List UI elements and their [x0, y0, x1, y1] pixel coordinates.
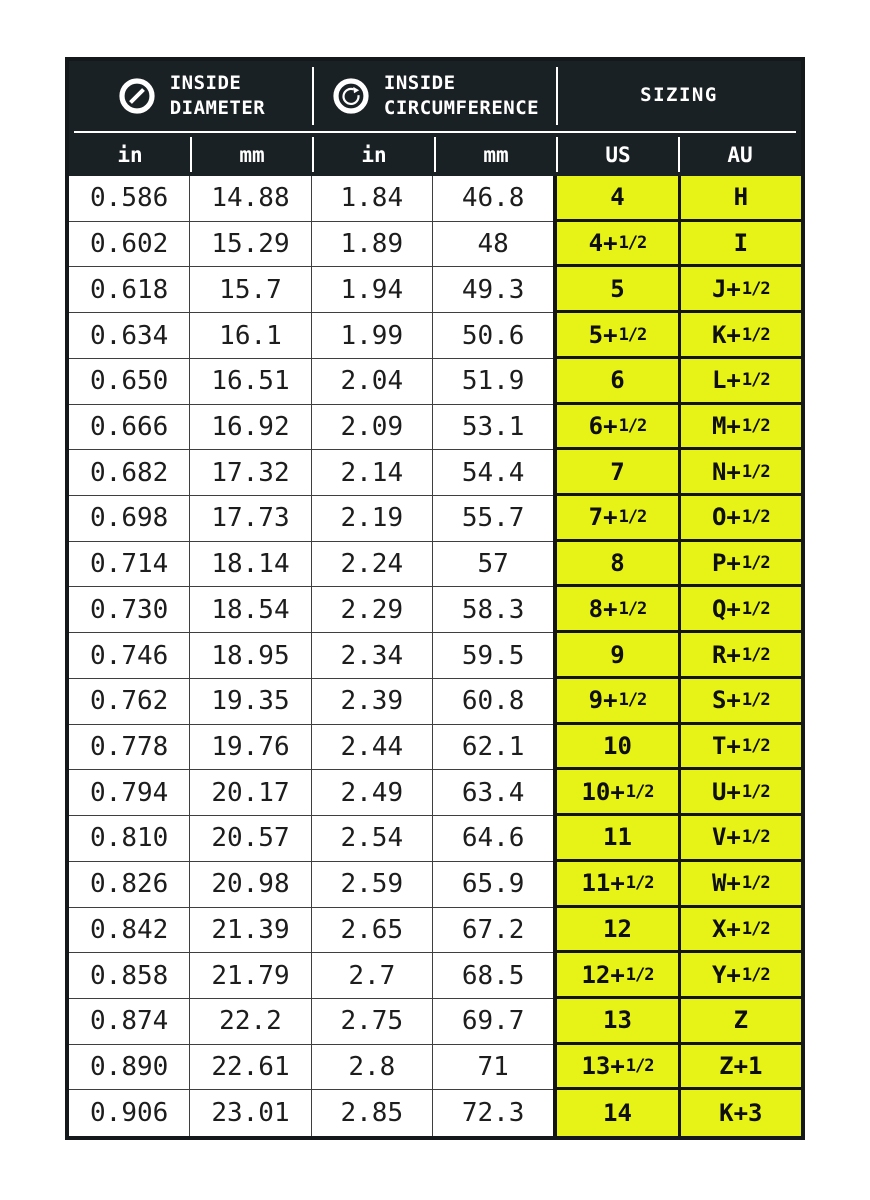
- measurement-cell: 0.746: [69, 633, 190, 679]
- measurement-cell: 14.88: [190, 176, 311, 222]
- measurement-cell: 16.1: [190, 313, 311, 359]
- us-size-cell: 8+ 1/2: [553, 587, 680, 633]
- group-inside-circumference: [313, 61, 557, 131]
- us-size-cell: 8: [553, 542, 680, 588]
- table-row: [69, 953, 801, 999]
- measurement-cell: 2.09: [312, 405, 433, 451]
- au-size-cell: V+ 1/2: [681, 816, 801, 862]
- measurement-cell: 17.32: [190, 450, 311, 496]
- measurement-cell: 21.79: [190, 953, 311, 999]
- measurement-cell: 57: [433, 542, 553, 588]
- measurement-cell: 50.6: [433, 313, 553, 359]
- au-size-cell: Z: [681, 999, 801, 1045]
- column-header-circumference-in: in: [313, 133, 435, 176]
- measurement-cell: 21.39: [190, 908, 311, 954]
- us-size-cell: 7+ 1/2: [553, 496, 680, 542]
- measurement-cell: 0.586: [69, 176, 190, 222]
- au-size-cell: S+ 1/2: [681, 679, 801, 725]
- measurement-cell: 48: [433, 222, 553, 268]
- table-row: [69, 679, 801, 725]
- au-size-cell: Y+ 1/2: [681, 953, 801, 999]
- group-title-sizing: SIZING: [640, 84, 718, 107]
- table-row: [69, 1090, 801, 1136]
- measurement-cell: 0.714: [69, 542, 190, 588]
- measurement-cell: 23.01: [190, 1090, 311, 1136]
- table-row: [69, 359, 801, 405]
- us-size-cell: 11+ 1/2: [553, 862, 680, 908]
- measurement-cell: 0.650: [69, 359, 190, 405]
- us-size-cell: 13: [553, 999, 680, 1045]
- us-size-cell: 12: [553, 908, 680, 954]
- measurement-cell: 15.7: [190, 267, 311, 313]
- measurement-cell: 58.3: [433, 587, 553, 633]
- us-size-cell: 13+ 1/2: [553, 1045, 680, 1091]
- au-size-cell: W+ 1/2: [681, 862, 801, 908]
- group-sizing: [557, 61, 801, 131]
- measurement-cell: 18.54: [190, 587, 311, 633]
- measurement-cell: 18.95: [190, 633, 311, 679]
- us-size-cell: 7: [553, 450, 680, 496]
- measurement-cell: 2.54: [312, 816, 433, 862]
- au-size-cell: T+ 1/2: [681, 725, 801, 771]
- measurement-cell: 0.906: [69, 1090, 190, 1136]
- measurement-cell: 0.874: [69, 999, 190, 1045]
- measurement-cell: 2.04: [312, 359, 433, 405]
- measurement-cell: 0.810: [69, 816, 190, 862]
- table-row: [69, 770, 801, 816]
- measurement-cell: 17.73: [190, 496, 311, 542]
- measurement-cell: 2.59: [312, 862, 433, 908]
- measurement-cell: 1.94: [312, 267, 433, 313]
- us-size-cell: 9: [553, 633, 680, 679]
- measurement-cell: 2.29: [312, 587, 433, 633]
- measurement-cell: 0.666: [69, 405, 190, 451]
- us-size-cell: 14: [553, 1090, 680, 1136]
- au-size-cell: R+ 1/2: [681, 633, 801, 679]
- measurement-cell: 2.14: [312, 450, 433, 496]
- measurement-cell: 2.34: [312, 633, 433, 679]
- us-size-cell: 6+ 1/2: [553, 405, 680, 451]
- us-size-cell: 5: [553, 267, 680, 313]
- measurement-cell: 62.1: [433, 725, 553, 771]
- au-size-cell: M+ 1/2: [681, 405, 801, 451]
- measurement-cell: 18.14: [190, 542, 311, 588]
- measurement-cell: 0.778: [69, 725, 190, 771]
- circumference-icon: [331, 76, 371, 116]
- au-size-cell: X+ 1/2: [681, 908, 801, 954]
- measurement-cell: 19.35: [190, 679, 311, 725]
- measurement-cell: 1.99: [312, 313, 433, 359]
- us-size-cell: 6: [553, 359, 680, 405]
- measurement-cell: 65.9: [433, 862, 553, 908]
- measurement-cell: 72.3: [433, 1090, 553, 1136]
- measurement-cell: 68.5: [433, 953, 553, 999]
- measurement-cell: 69.7: [433, 999, 553, 1045]
- au-size-cell: Z+1: [681, 1045, 801, 1091]
- measurement-cell: 16.92: [190, 405, 311, 451]
- measurement-cell: 2.65: [312, 908, 433, 954]
- au-size-cell: J+ 1/2: [681, 267, 801, 313]
- measurement-cell: 0.682: [69, 450, 190, 496]
- us-size-cell: 9+ 1/2: [553, 679, 680, 725]
- table-body: [69, 176, 801, 1136]
- table-row: [69, 313, 801, 359]
- table-row: [69, 496, 801, 542]
- measurement-cell: 20.57: [190, 816, 311, 862]
- measurement-cell: 2.19: [312, 496, 433, 542]
- measurement-cell: 2.7: [312, 953, 433, 999]
- measurement-cell: 2.49: [312, 770, 433, 816]
- table-row: [69, 633, 801, 679]
- table-row: [69, 450, 801, 496]
- measurement-cell: 2.44: [312, 725, 433, 771]
- group-title-inside-circumference: INSIDE CIRCUMFERENCE: [383, 71, 540, 119]
- measurement-cell: 19.76: [190, 725, 311, 771]
- measurement-cell: 49.3: [433, 267, 553, 313]
- measurement-cell: 60.8: [433, 679, 553, 725]
- measurement-cell: 22.2: [190, 999, 311, 1045]
- au-size-cell: K+ 1/2: [681, 313, 801, 359]
- column-header-diameter-mm: mm: [191, 133, 313, 176]
- group-title-inside-diameter: INSIDE DIAMETER: [169, 71, 266, 119]
- diameter-icon: [117, 76, 157, 116]
- measurement-cell: 0.826: [69, 862, 190, 908]
- au-size-cell: H: [681, 176, 801, 222]
- table-row: [69, 908, 801, 954]
- measurement-cell: 55.7: [433, 496, 553, 542]
- measurement-cell: 2.75: [312, 999, 433, 1045]
- measurement-cell: 20.17: [190, 770, 311, 816]
- measurement-cell: 0.762: [69, 679, 190, 725]
- measurement-cell: 2.8: [312, 1045, 433, 1091]
- measurement-cell: 22.61: [190, 1045, 311, 1091]
- au-size-cell: P+ 1/2: [681, 542, 801, 588]
- measurement-cell: 59.5: [433, 633, 553, 679]
- chart-header: [69, 61, 801, 176]
- us-size-cell: 10+ 1/2: [553, 770, 680, 816]
- measurement-cell: 20.98: [190, 862, 311, 908]
- measurement-cell: 0.794: [69, 770, 190, 816]
- measurement-cell: 2.85: [312, 1090, 433, 1136]
- measurement-cell: 0.698: [69, 496, 190, 542]
- au-size-cell: O+ 1/2: [681, 496, 801, 542]
- column-header-circumference-mm: mm: [435, 133, 557, 176]
- table-row: [69, 176, 801, 222]
- measurement-cell: 0.618: [69, 267, 190, 313]
- measurement-cell: 2.39: [312, 679, 433, 725]
- au-size-cell: U+ 1/2: [681, 770, 801, 816]
- column-header-diameter-in: in: [69, 133, 191, 176]
- measurement-cell: 63.4: [433, 770, 553, 816]
- measurement-cell: 0.602: [69, 222, 190, 268]
- table-row: [69, 816, 801, 862]
- group-header-row: [69, 61, 801, 131]
- au-size-cell: K+3: [681, 1090, 801, 1136]
- au-size-cell: N+ 1/2: [681, 450, 801, 496]
- table-row: [69, 1045, 801, 1091]
- measurement-cell: 67.2: [433, 908, 553, 954]
- table-row: [69, 542, 801, 588]
- measurement-cell: 0.634: [69, 313, 190, 359]
- us-size-cell: 5+ 1/2: [553, 313, 680, 359]
- us-size-cell: 12+ 1/2: [553, 953, 680, 999]
- measurement-cell: 54.4: [433, 450, 553, 496]
- measurement-cell: 51.9: [433, 359, 553, 405]
- au-size-cell: Q+ 1/2: [681, 587, 801, 633]
- au-size-cell: L+ 1/2: [681, 359, 801, 405]
- table-row: [69, 405, 801, 451]
- column-header-us: US: [557, 133, 679, 176]
- measurement-cell: 0.858: [69, 953, 190, 999]
- measurement-cell: 16.51: [190, 359, 311, 405]
- measurement-cell: 1.89: [312, 222, 433, 268]
- measurement-cell: 0.730: [69, 587, 190, 633]
- measurement-cell: 0.890: [69, 1045, 190, 1091]
- table-row: [69, 725, 801, 771]
- table-row: [69, 999, 801, 1045]
- group-inside-diameter: [69, 61, 313, 131]
- measurement-cell: 15.29: [190, 222, 311, 268]
- table-row: [69, 222, 801, 268]
- measurement-cell: 2.24: [312, 542, 433, 588]
- column-header-au: AU: [727, 142, 753, 167]
- measurement-cell: 64.6: [433, 816, 553, 862]
- us-size-cell: 11: [553, 816, 680, 862]
- measurement-cell: 71: [433, 1045, 553, 1091]
- us-size-cell: 4: [553, 176, 680, 222]
- measurement-cell: 53.1: [433, 405, 553, 451]
- table-row: [69, 267, 801, 313]
- table-row: [69, 862, 801, 908]
- measurement-cell: 46.8: [433, 176, 553, 222]
- measurement-cell: 0.842: [69, 908, 190, 954]
- au-size-cell: I: [681, 222, 801, 268]
- measurement-cell: 1.84: [312, 176, 433, 222]
- column-header-row: [69, 133, 801, 176]
- ring-size-chart: [65, 57, 805, 1140]
- us-size-cell: 10: [553, 725, 680, 771]
- table-row: [69, 587, 801, 633]
- us-size-cell: 4+ 1/2: [553, 222, 680, 268]
